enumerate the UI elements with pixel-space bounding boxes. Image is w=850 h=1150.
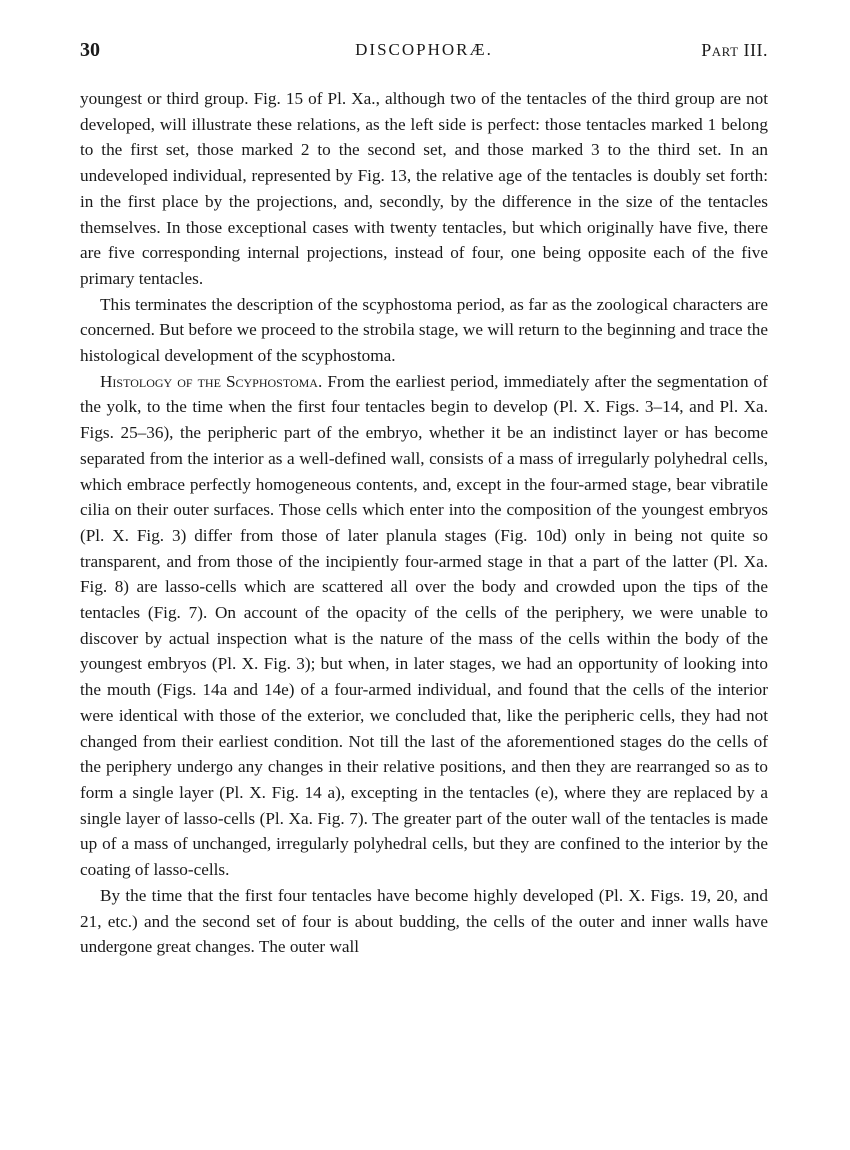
page bbox=[80, 38, 768, 960]
paragraph-text: youngest or third group. Fig. 15 of Pl. Xa., although two of the tentacles of the third group are not developed, will illustrate these relations, as the left side is perfect: those tentacles marked 1 belong to the first set, those marked 2 to the second set, and those marked 3 to the third set. In an undeveloped individual, represented by Fig. 13, the relative age of the tentacles is doubly set forth: in the first place by the projections, and, secondly, by the difference in the size of the tentacles themselves. In those exceptional cases with twenty tentacles, but which originally have five, there are five corresponding internal projections, instead of four, one being opposite each of the five primary tentacles. bbox=[80, 89, 768, 288]
paragraph-text: From the earliest period, immediately after the segmentation of the yolk, to the time when the first four tentacles begin to develop (Pl. X. Figs. 3–14, and Pl. Xa. Figs. 25–36), the peripheric part of the embryo, whether it be an indistinct layer or has become separated from the interior as a well-defined wall, consists of a mass of irregularly polyhedral cells, which embrace perfectly homogeneous contents, and, except in the four-armed stage, bear vibratile cilia on their outer surfaces. Those cells which enter into the composition of the youngest embryos (Pl. X. Fig. 3) differ from those of later planula stages (Fig. 10d) only in being not quite so transparent, and from those of the incipiently four-armed stage in that a part of the latter (Pl. Xa. Fig. 8) are lasso-cells which are scattered all over the body and crowded upon the tips of the tentacles (Fig. 7). On account of the opacity of the cells of the periphery, we were unable to discover by actual inspection what is the nature of the mass of the cells within the body of the youngest embryos (Pl. X. Fig. 3); but when, in later stages, we had an opportunity of looking into the mouth (Figs. 14a and 14e) of a four-armed individual, and found that the cells of the interior were identical with those of the exterior, we concluded that, like the peripheric cells, they had not changed from their earliest condition. Not till the last of the aforementioned stages do the cells of the periphery undergo any changes in their relative positions, and then they are rearranged so as to form a single layer (Pl. X. Fig. 14 a), excepting in the tentacles (e), where they are replaced by a single layer of lasso-cells (Pl. Xa. Fig. 7). The greater part of the outer wall of the tentacles is made up of a mass of unchanged, irregularly polyhedral cells, but they are confined to the interior by the coating of lasso-cells. bbox=[80, 371, 768, 880]
body-text bbox=[80, 86, 768, 960]
paragraph-4 bbox=[80, 883, 768, 960]
part-label: Part III. bbox=[701, 40, 768, 60]
paragraph-text: By the time that the first four tentacles have become highly developed (Pl. X. Figs. 19, 20, and 21, etc.) and the second set of four is about budding, the cells of the outer and inner walls have undergone great changes. The outer wall bbox=[80, 885, 768, 957]
paragraph-1 bbox=[80, 86, 768, 292]
paragraph-text: This terminates the description of the scyphostoma period, as far as the zoological characters are concerned. But before we proceed to the strobila stage, we will return to the beginning and trace the histological development of the scyphostoma. bbox=[80, 294, 768, 366]
section-heading: Histology of the Scyphostoma. bbox=[100, 371, 323, 391]
paragraph-3 bbox=[80, 369, 768, 883]
page-number: 30 bbox=[80, 39, 100, 61]
running-title: DISCOPHORÆ. bbox=[355, 40, 493, 59]
running-head bbox=[80, 38, 768, 74]
paragraph-2 bbox=[80, 292, 768, 369]
